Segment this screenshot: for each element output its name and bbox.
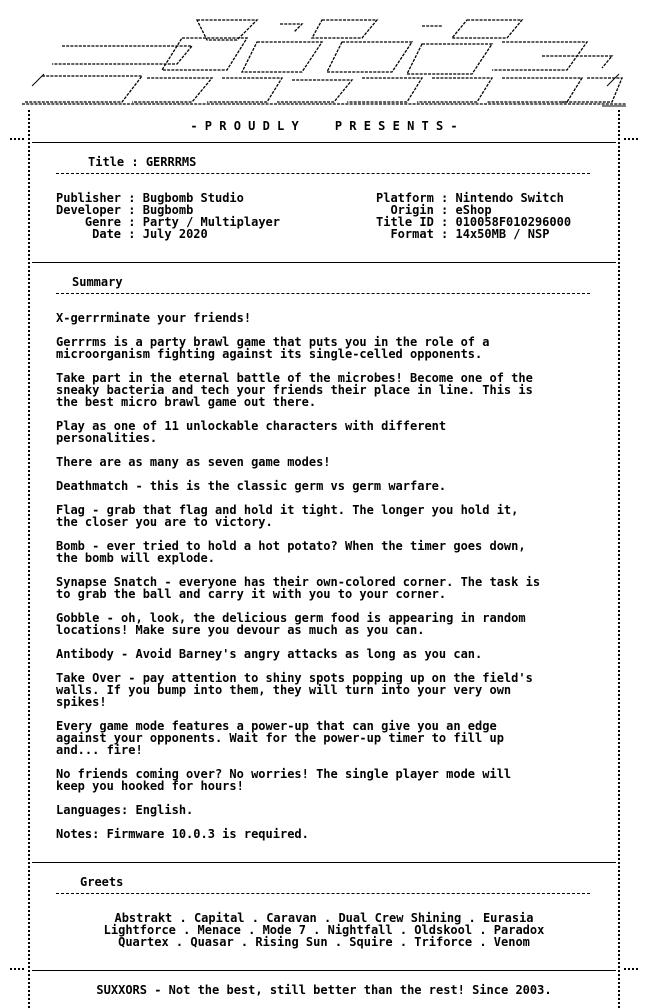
summary-paragraph: No friends coming over? No worries! The single player mode will keep you hooked for hours! — [56, 767, 512, 793]
summary-paragraph: Gobble - oh, look, the delicious germ food is appearing in random locations! Make sure you devour as much as you can. — [56, 611, 526, 637]
greets-line: Lightforce . Menace . Mode 7 . Nightfall . Oldskool . Paradox — [103, 923, 545, 937]
format-row: Format : 14x50MB / NSP — [390, 227, 550, 241]
summary-paragraph: Notes: Firmware 10.0.3 is required. — [56, 827, 309, 841]
frame-right-border — [618, 110, 620, 1008]
divider — [32, 262, 616, 263]
presents-heading: - P R O U D L Y P R E S E N T S - — [190, 119, 458, 133]
greets-line: Abstrakt . Capital . Caravan . Dual Crew Shining . Eurasia — [114, 911, 534, 925]
summary-paragraph: Play as one of 11 unlockable characters with different personalities. — [56, 419, 447, 445]
summary-paragraph: Deathmatch - this is the classic germ vs germ warfare. — [56, 479, 447, 493]
titleid-row: Title ID : 010058F010296000 — [376, 215, 572, 229]
summary-paragraph: X-gerrrminate your friends! — [56, 311, 252, 325]
developer-row: Developer : Bugbomb — [56, 203, 194, 217]
summary-paragraph: Take Over - pay attention to shiny spots popping up on the field's walls. If you bump into them, they will turn into your very own spikes! — [56, 671, 533, 709]
greets-heading: Greets — [80, 875, 124, 889]
summary-paragraph: Bomb - ever tried to hold a hot potato? When the timer goes down, the bomb will explode. — [56, 539, 526, 565]
date-row: Date : July 2020 — [92, 227, 208, 241]
greets-line: Quartex . Quasar . Rising Sun . Squire . Triforce . Venom — [118, 935, 530, 949]
summary-paragraph: Languages: English. — [56, 803, 194, 817]
summary-paragraph: There are as many as seven game modes! — [56, 455, 331, 469]
frame-left-border — [28, 110, 30, 1008]
title-underline — [56, 173, 590, 174]
summary-paragraph: Every game mode features a power-up that can give you an edge against your opponents. Wait for the power-up timer to fill up and... fire! — [56, 719, 504, 757]
divider — [32, 970, 616, 971]
summary-heading: Summary — [72, 275, 123, 289]
divider — [32, 862, 616, 863]
right-connector — [624, 968, 638, 970]
summary-paragraph: Flag - grab that flag and hold it tight. The longer you hold it, the closer you are to victory. — [56, 503, 519, 529]
left-connector — [10, 138, 24, 140]
summary-paragraph: Take part in the eternal battle of the microbes! Become one of the sneaky bacteria and tech your friends their place in line. This is the best micro brawl game out there. — [56, 371, 533, 409]
summary-paragraph: Antibody - Avoid Barney's angry attacks as long as you can. — [56, 647, 483, 661]
summary-paragraph: Gerrrms is a party brawl game that puts you in the role of a microorganism fighting against its single-celled opponents. — [56, 335, 490, 361]
summary-underline — [56, 293, 590, 294]
group-logo — [22, 16, 626, 108]
genre-row: Genre : Party / Multiplayer — [84, 215, 280, 229]
greets-underline — [56, 893, 590, 894]
right-connector — [624, 138, 638, 140]
title-label: Title : GERRRMS — [88, 155, 197, 169]
summary-paragraph: Synapse Snatch - everyone has their own-colored corner. The task is to grab the ball and carry it with you to your corner. — [56, 575, 541, 601]
release-title: GERRRMS — [145, 155, 197, 169]
publisher-row: Publisher : Bugbomb Studio — [56, 191, 244, 205]
platform-row: Platform : Nintendo Switch — [376, 191, 564, 205]
left-connector — [10, 968, 24, 970]
divider — [32, 142, 616, 143]
footer-tagline: SUXXORS - Not the best, still better than the rest! Since 2003. — [96, 983, 552, 997]
origin-row: Origin : eShop — [390, 203, 492, 217]
